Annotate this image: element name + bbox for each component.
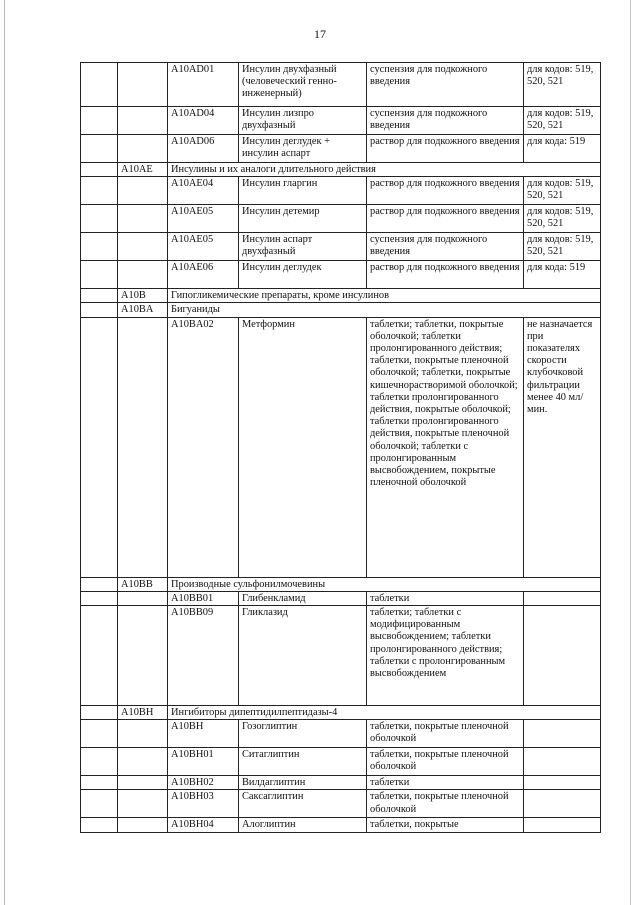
empty-cell xyxy=(81,606,118,706)
drug-row xyxy=(81,748,601,776)
drug-code: A10BH01 xyxy=(168,748,239,776)
drug-note: для кодов: 519, 520, 521 xyxy=(524,177,601,205)
drug-name: Инсулин аспарт двухфазный xyxy=(239,233,367,261)
empty-cell xyxy=(118,317,168,577)
drug-row xyxy=(81,107,601,135)
empty-cell xyxy=(118,818,168,832)
drug-name: Ситаглиптин xyxy=(239,748,367,776)
group-code: A10BB xyxy=(118,577,168,591)
drug-code: A10AE06 xyxy=(168,261,239,289)
drug-note: для кодов: 519, 520, 521 xyxy=(524,63,601,107)
drug-note xyxy=(524,606,601,706)
empty-cell xyxy=(81,790,118,818)
drug-note xyxy=(524,591,601,605)
empty-cell xyxy=(118,63,168,107)
drug-code: A10AD06 xyxy=(168,135,239,163)
drug-row xyxy=(81,818,601,832)
empty-cell xyxy=(81,261,118,289)
drug-note: для кодов: 519, 520, 521 xyxy=(524,205,601,233)
drug-code: A10AE04 xyxy=(168,177,239,205)
drug-note: для кодов: 519, 520, 521 xyxy=(524,107,601,135)
dosage-form: таблетки xyxy=(367,776,524,790)
group-row xyxy=(81,163,601,177)
table-body xyxy=(81,63,601,833)
empty-cell xyxy=(118,177,168,205)
drug-row xyxy=(81,317,601,577)
drug-note: для кодов: 519, 520, 521 xyxy=(524,233,601,261)
dosage-form: раствор для подкожного введения xyxy=(367,205,524,233)
drug-name: Инсулин деглудек xyxy=(239,261,367,289)
scan-edge-left xyxy=(4,0,5,905)
group-title: Производные сульфонилмочевины xyxy=(168,577,601,591)
empty-cell xyxy=(118,790,168,818)
scan-edge-right xyxy=(630,0,631,905)
drug-note xyxy=(524,790,601,818)
drug-code: A10AE05 xyxy=(168,233,239,261)
group-code: A10BA xyxy=(118,303,168,317)
group-row xyxy=(81,303,601,317)
group-empty-cell xyxy=(81,577,118,591)
dosage-form: таблетки, покрытые пленочной оболочкой xyxy=(367,790,524,818)
dosage-form: таблетки; таблетки, покрытые оболочкой; таблетки пролонгированного действия; таблетки, покрытые пленочной оболочкой; таблетки, покрытые кишечнорастворимой оболочкой; таблетки пролонгированного действия, покрытые оболочкой; таблетки пролонгированного действия, покрытые пленочной оболочкой; таблетки с пролонгированным высвобождением, покрытые пленочной оболочкой xyxy=(367,317,524,577)
empty-cell xyxy=(118,233,168,261)
group-empty-cell xyxy=(81,303,118,317)
drug-row xyxy=(81,790,601,818)
empty-cell xyxy=(81,205,118,233)
drug-row xyxy=(81,63,601,107)
empty-cell xyxy=(81,177,118,205)
page-number: 17 xyxy=(314,27,326,41)
drug-note xyxy=(524,818,601,832)
empty-cell xyxy=(118,261,168,289)
drug-name: Саксаглиптин xyxy=(239,790,367,818)
drug-name: Гозоглиптин xyxy=(239,720,367,748)
group-code: A10AE xyxy=(118,163,168,177)
empty-cell xyxy=(118,720,168,748)
dosage-form: таблетки, покрытые пленочной оболочкой xyxy=(367,720,524,748)
empty-cell xyxy=(81,233,118,261)
empty-cell xyxy=(81,818,118,832)
drug-code: A10BB01 xyxy=(168,591,239,605)
empty-cell xyxy=(81,63,118,107)
drug-code: A10BH xyxy=(168,720,239,748)
empty-cell xyxy=(118,135,168,163)
drug-code: A10BH03 xyxy=(168,790,239,818)
group-title: Гипогликемические препараты, кроме инсулинов xyxy=(168,289,601,303)
dosage-form: суспензия для подкожного введения xyxy=(367,233,524,261)
drug-name: Алоглиптин xyxy=(239,818,367,832)
drug-row xyxy=(81,135,601,163)
drug-row xyxy=(81,261,601,289)
drug-note xyxy=(524,776,601,790)
group-code: A10BH xyxy=(118,706,168,720)
drug-name: Инсулин деглудек + инсулин аспарт xyxy=(239,135,367,163)
dosage-form: таблетки xyxy=(367,591,524,605)
drug-note: для кода: 519 xyxy=(524,135,601,163)
group-empty-cell xyxy=(81,706,118,720)
empty-cell xyxy=(81,720,118,748)
drug-name: Глибенкламид xyxy=(239,591,367,605)
empty-cell xyxy=(118,606,168,706)
dosage-form: таблетки, покрытые xyxy=(367,818,524,832)
group-empty-cell xyxy=(81,289,118,303)
drug-name: Инсулин гларгин xyxy=(239,177,367,205)
drug-name: Гликлазид xyxy=(239,606,367,706)
drug-list-table xyxy=(80,62,601,833)
dosage-form: суспензия для подкожного введения xyxy=(367,63,524,107)
drug-code: A10BH04 xyxy=(168,818,239,832)
drug-note xyxy=(524,720,601,748)
empty-cell xyxy=(81,748,118,776)
group-title: Инсулины и их аналоги длительного действия xyxy=(168,163,601,177)
dosage-form: таблетки; таблетки с модифицированным высвобождением; таблетки пролонгированного действия; таблетки с пролонгированным высвобождением xyxy=(367,606,524,706)
drug-name: Метформин xyxy=(239,317,367,577)
drug-row xyxy=(81,776,601,790)
empty-cell xyxy=(81,107,118,135)
group-row xyxy=(81,289,601,303)
dosage-form: таблетки, покрытые пленочной оболочкой xyxy=(367,748,524,776)
drug-row xyxy=(81,720,601,748)
drug-name: Инсулин двухфазный (человеческий генно-инженерный) xyxy=(239,63,367,107)
drug-code: A10BB09 xyxy=(168,606,239,706)
empty-cell xyxy=(81,135,118,163)
empty-cell xyxy=(118,776,168,790)
empty-cell xyxy=(81,776,118,790)
drug-code: A10BH02 xyxy=(168,776,239,790)
drug-row xyxy=(81,205,601,233)
dosage-form: суспензия для подкожного введения xyxy=(367,107,524,135)
empty-cell xyxy=(118,107,168,135)
drug-name: Инсулин детемир xyxy=(239,205,367,233)
empty-cell xyxy=(118,748,168,776)
group-empty-cell xyxy=(81,163,118,177)
drug-code: A10BA02 xyxy=(168,317,239,577)
group-row xyxy=(81,706,601,720)
drug-name: Инсулин лизпро двухфазный xyxy=(239,107,367,135)
drug-code: A10AD04 xyxy=(168,107,239,135)
group-code: A10B xyxy=(118,289,168,303)
drug-note: не назначается при показателях скорости клубочковой фильтрации менее 40 мл/мин. xyxy=(524,317,601,577)
dosage-form: раствор для подкожного введения xyxy=(367,135,524,163)
empty-cell xyxy=(81,591,118,605)
group-title: Бигуаниды xyxy=(168,303,601,317)
drug-code: A10AE05 xyxy=(168,205,239,233)
drug-row xyxy=(81,177,601,205)
drug-row xyxy=(81,591,601,605)
group-row xyxy=(81,577,601,591)
drug-row xyxy=(81,233,601,261)
drug-note: для кода: 519 xyxy=(524,261,601,289)
drug-row xyxy=(81,606,601,706)
drug-name: Вилдаглиптин xyxy=(239,776,367,790)
empty-cell xyxy=(118,591,168,605)
empty-cell xyxy=(118,205,168,233)
dosage-form: раствор для подкожного введения xyxy=(367,261,524,289)
empty-cell xyxy=(81,317,118,577)
drug-code: A10AD01 xyxy=(168,63,239,107)
group-title: Ингибиторы дипептидилпептидазы-4 xyxy=(168,706,601,720)
dosage-form: раствор для подкожного введения xyxy=(367,177,524,205)
drug-note xyxy=(524,748,601,776)
